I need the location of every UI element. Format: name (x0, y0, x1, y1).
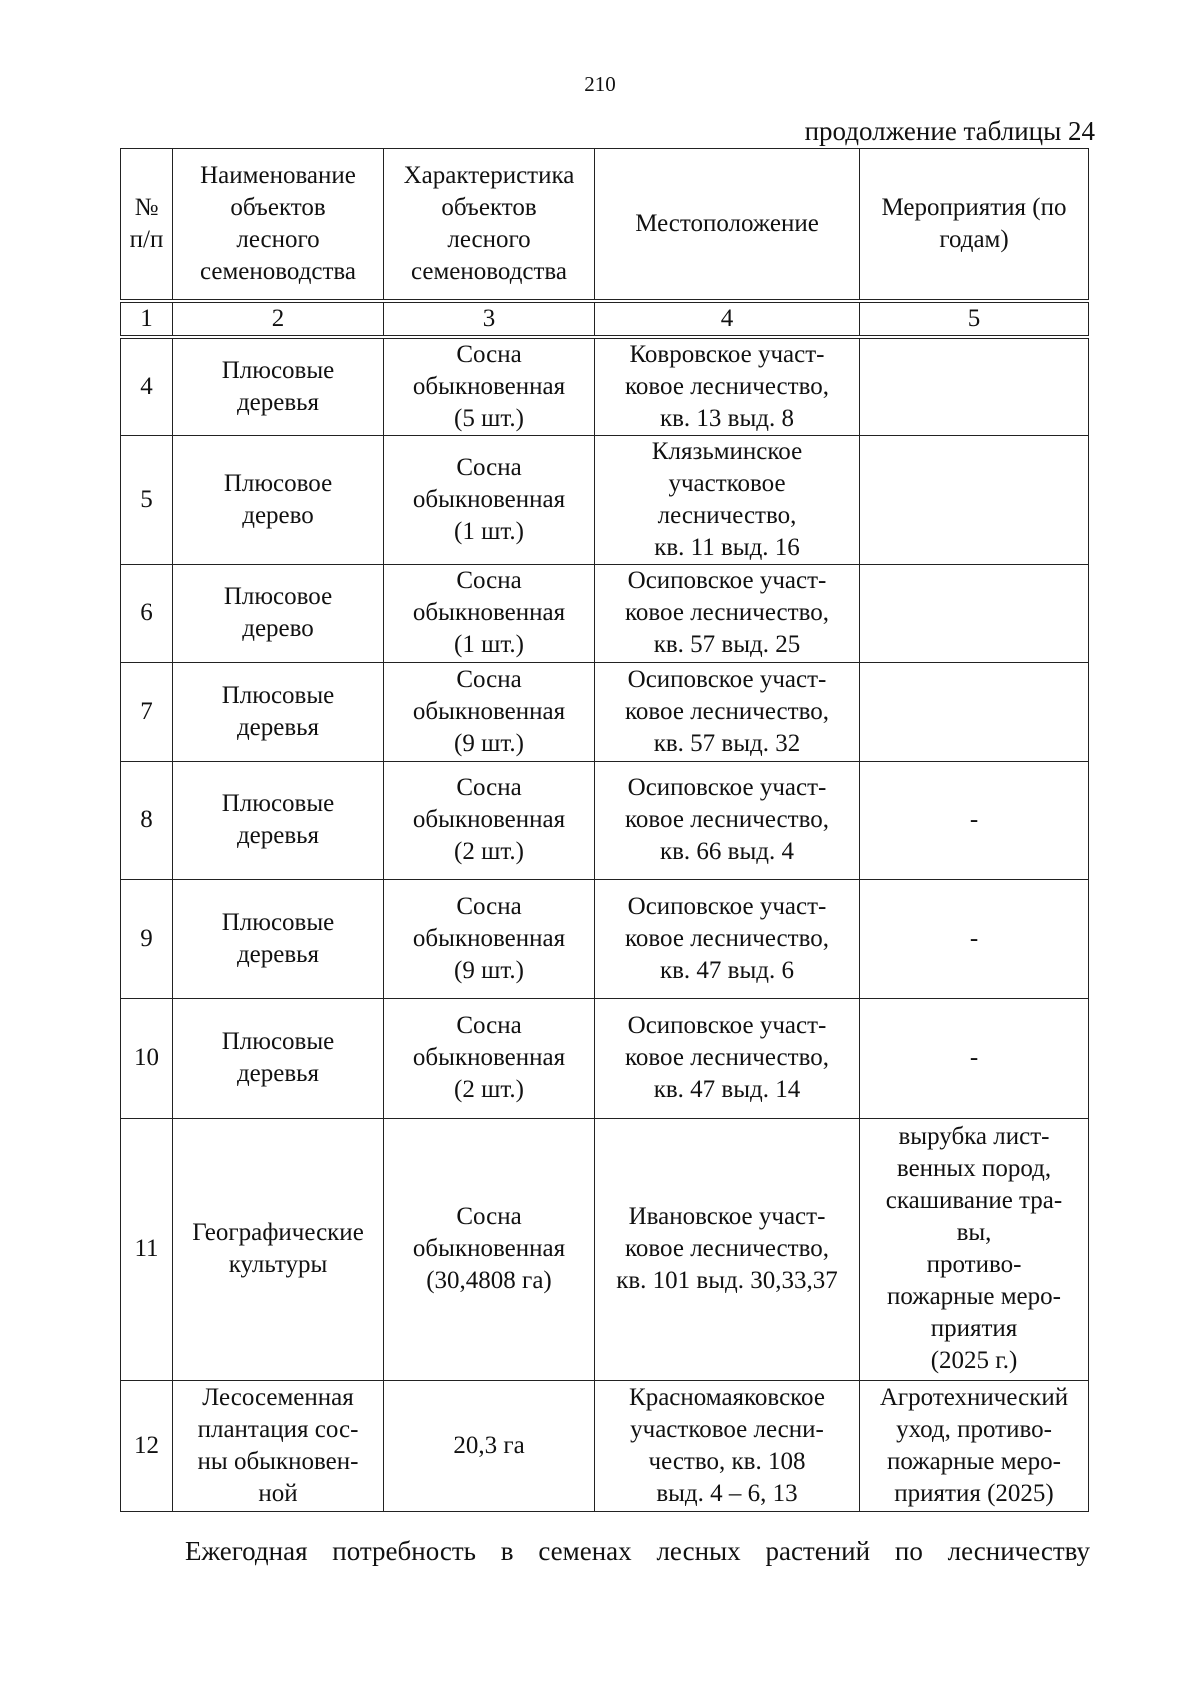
cell-characteristic: 20,3 га (384, 1380, 595, 1511)
cell-number: 5 (121, 435, 173, 564)
cell-object-name: Плюсовые деревья (173, 337, 384, 436)
cell-location: Ковровское участ- ковое лесничество, кв. 13 выд. 8 (595, 337, 860, 436)
table-row (121, 761, 1089, 879)
header-number: № п/п (121, 149, 173, 301)
column-number: 5 (860, 301, 1089, 337)
cell-characteristic: Сосна обыкновенная (9 шт.) (384, 879, 595, 998)
cell-number: 9 (121, 879, 173, 998)
column-number: 3 (384, 301, 595, 337)
header-object-name: Наименование объектов лесного семеноводства (173, 149, 384, 301)
seed-objects-table (120, 148, 1089, 1512)
body-paragraph: Ежегодная потребность в семенах лесных растений по лесничеству (185, 1536, 1090, 1566)
cell-location: Осиповское участ- ковое лесничество, кв. 47 выд. 6 (595, 879, 860, 998)
column-number: 2 (173, 301, 384, 337)
column-number: 1 (121, 301, 173, 337)
cell-events: - (860, 761, 1089, 879)
page-number: 210 (584, 72, 616, 96)
cell-characteristic: Сосна обыкновенная (9 шт.) (384, 662, 595, 761)
cell-events (860, 435, 1089, 564)
cell-location: Осиповское участ- ковое лесничество, кв. 66 выд. 4 (595, 761, 860, 879)
header-events: Мероприятия (по годам) (860, 149, 1089, 301)
table-row (121, 337, 1089, 436)
table-header-row (121, 149, 1089, 301)
cell-location: Ивановское участ- ковое лесничество, кв. 101 выд. 30,33,37 (595, 1118, 860, 1380)
cell-events (860, 564, 1089, 662)
header-object-characteristic: Характеристика объектов лесного семеноводства (384, 149, 595, 301)
cell-characteristic: Сосна обыкновенная (5 шт.) (384, 337, 595, 436)
cell-number: 11 (121, 1118, 173, 1380)
cell-characteristic: Сосна обыкновенная (30,4808 га) (384, 1118, 595, 1380)
cell-characteristic: Сосна обыкновенная (1 шт.) (384, 564, 595, 662)
cell-location: Осиповское участ- ковое лесничество, кв. 57 выд. 32 (595, 662, 860, 761)
cell-number: 8 (121, 761, 173, 879)
cell-number: 10 (121, 998, 173, 1118)
table-row (121, 435, 1089, 564)
table-continuation-label: продолжение таблицы 24 (804, 116, 1095, 146)
cell-number: 7 (121, 662, 173, 761)
cell-events (860, 337, 1089, 436)
table-row (121, 879, 1089, 998)
cell-location: Красномаяковское участковое лесни- чество, кв. 108 выд. 4 – 6, 13 (595, 1380, 860, 1511)
cell-location: Осиповское участ- ковое лесничество, кв. 47 выд. 14 (595, 998, 860, 1118)
table-row (121, 662, 1089, 761)
cell-object-name: Плюсовые деревья (173, 662, 384, 761)
cell-location: Клязьминское участковое лесничество, кв. 11 выд. 16 (595, 435, 860, 564)
cell-events (860, 662, 1089, 761)
cell-events: - (860, 998, 1089, 1118)
table-row (121, 998, 1089, 1118)
header-location: Местоположение (595, 149, 860, 301)
cell-characteristic: Сосна обыкновенная (2 шт.) (384, 998, 595, 1118)
column-number: 4 (595, 301, 860, 337)
cell-object-name: Лесосеменная плантация сос- ны обыкновен- ной (173, 1380, 384, 1511)
cell-object-name: Плюсовое дерево (173, 564, 384, 662)
cell-object-name: Плюсовые деревья (173, 761, 384, 879)
cell-object-name: Плюсовое дерево (173, 435, 384, 564)
cell-characteristic: Сосна обыкновенная (1 шт.) (384, 435, 595, 564)
cell-events: - (860, 879, 1089, 998)
table-row (121, 1380, 1089, 1511)
cell-object-name: Географические культуры (173, 1118, 384, 1380)
cell-number: 4 (121, 337, 173, 436)
cell-number: 12 (121, 1380, 173, 1511)
cell-events: вырубка лист- венных пород, скашивание тра- вы, противо- пожарные меро- приятия (2025 г.) (860, 1118, 1089, 1380)
column-number-row (121, 301, 1089, 337)
cell-characteristic: Сосна обыкновенная (2 шт.) (384, 761, 595, 879)
cell-object-name: Плюсовые деревья (173, 879, 384, 998)
cell-location: Осиповское участ- ковое лесничество, кв. 57 выд. 25 (595, 564, 860, 662)
cell-events: Агротехнический уход, противо- пожарные меро- приятия (2025) (860, 1380, 1089, 1511)
cell-number: 6 (121, 564, 173, 662)
table-row (121, 1118, 1089, 1380)
table-row (121, 564, 1089, 662)
cell-object-name: Плюсовые деревья (173, 998, 384, 1118)
